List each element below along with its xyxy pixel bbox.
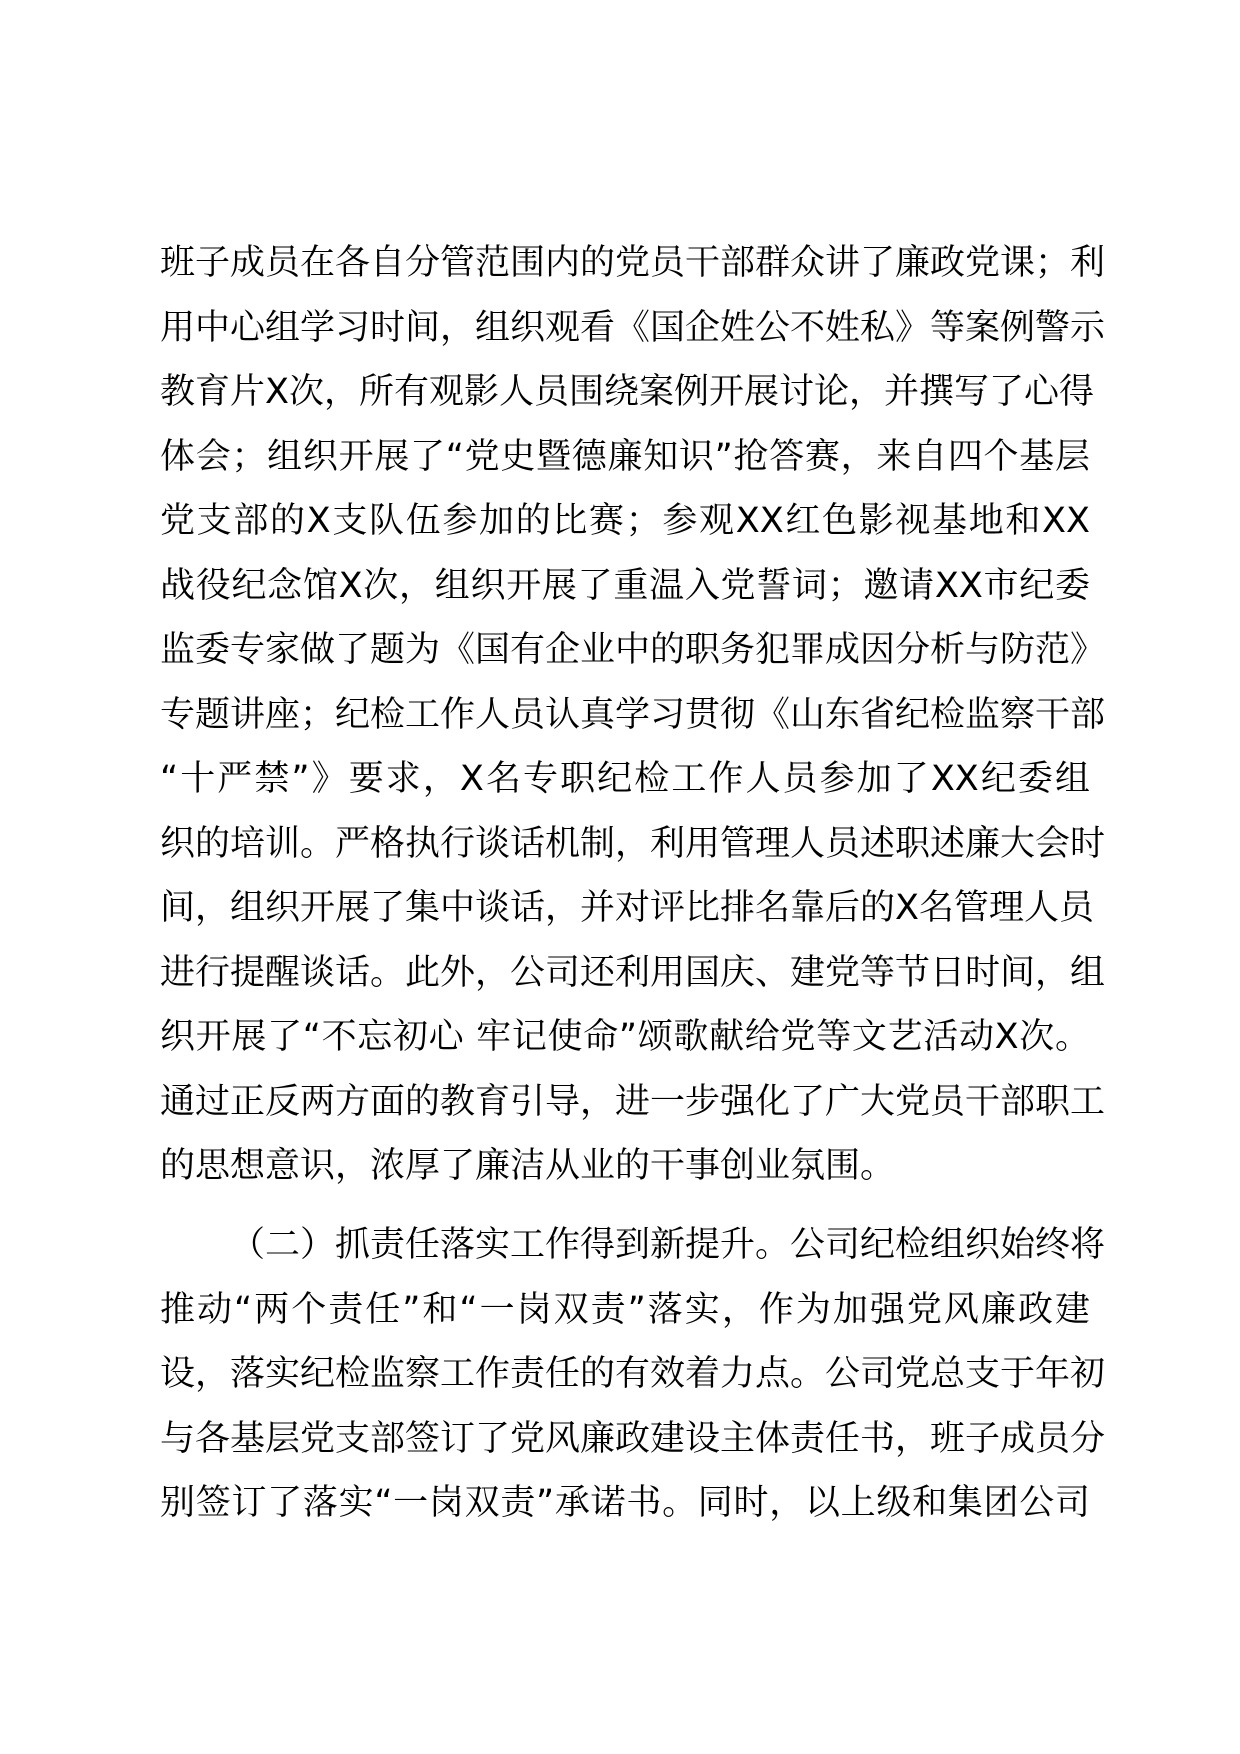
text-line: 专题讲座；纪检工作人员认真学习贯彻《山东省纪检监察干部 (160, 694, 1106, 735)
text-line: 用中心组学习时间，组织观看《国企姓公不姓私》等案例警示 (160, 307, 1106, 348)
text-line: 推动“两个责任”和“一岗双责”落实，作为加强党风廉政建 (160, 1289, 1090, 1330)
text-line: 织的培训。严格执行谈话机制，利用管理人员述职述廉大会时 (160, 823, 1106, 864)
text-line: 体会；组织开展了“党史暨德廉知识”抢答赛，来自四个基层 (160, 436, 1090, 477)
text-line: 党支部的X支队伍参加的比赛；参观XX红色影视基地和XX (160, 501, 1090, 541)
text-line: 监委专家做了题为《国有企业中的职务犯罪成因分析与防范》 (160, 630, 1106, 670)
text-line: 进行提醒谈话。此外，公司还利用国庆、建党等节日时间，组 (160, 952, 1106, 993)
paragraph-education-activities (160, 231, 1106, 1199)
section-heading-line: （二）抓责任落实工作得到新提升。公司纪检组织始终将 (230, 1225, 1106, 1265)
text-line: 战役纪念馆X次，组织开展了重温入党誓词；邀请XX市纪委 (160, 565, 1090, 606)
text-line: “十严禁”》要求，X名专职纪检工作人员参加了XX纪委组 (160, 759, 1090, 799)
text-line: 教育片X次，所有观影人员围绕案例开展讨论，并撰写了心得 (160, 372, 1094, 412)
text-line: 间，组织开展了集中谈话，并对评比排名靠后的X名管理人员 (160, 888, 1094, 928)
paragraph-responsibility-section (160, 1213, 1106, 1536)
text-line: 与各基层党支部签订了党风廉政建设主体责任书，班子成员分 (160, 1418, 1106, 1459)
text-line: 织开展了“不忘初心 牢记使命”颂歌献给党等文艺活动X次。 (160, 1017, 1090, 1057)
text-line: 班子成员在各自分管范围内的党员干部群众讲了廉政党课；利 (160, 243, 1106, 283)
text-line: 的思想意识，浓厚了廉洁从业的干事创业氛围。 (160, 1146, 896, 1186)
text-line: 别签订了落实“一岗双责”承诺书。同时，以上级和集团公司 (160, 1483, 1090, 1523)
text-line: 设，落实纪检监察工作责任的有效着力点。公司党总支于年初 (160, 1354, 1106, 1394)
text-line: 通过正反两方面的教育引导，进一步强化了广大党员干部职工 (160, 1081, 1106, 1122)
